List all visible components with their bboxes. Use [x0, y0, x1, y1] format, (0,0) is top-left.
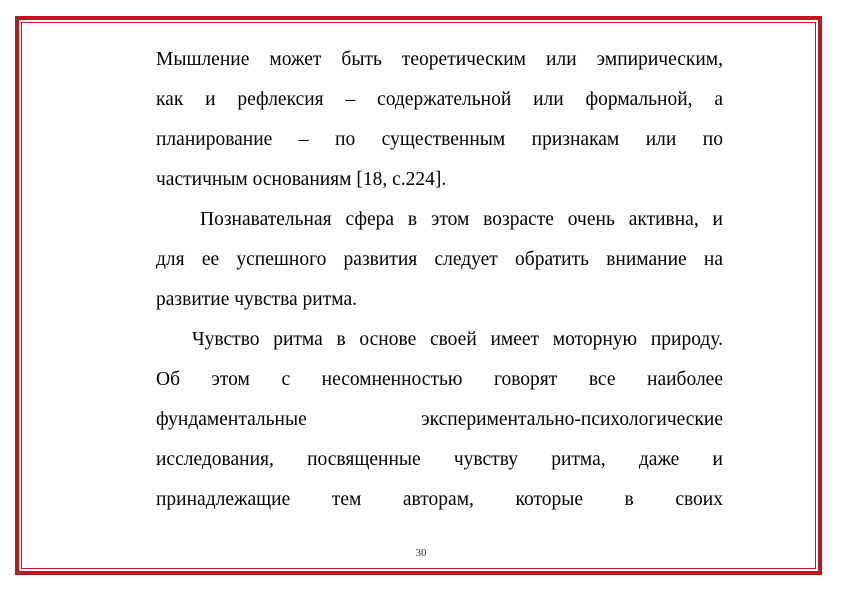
text-line-10: фундаментальные экспериментально-психологические	[156, 409, 723, 430]
text-line-6: для ее успешного развития следует обратить внимание на	[156, 249, 723, 270]
text-line-4: частичным основаниям [18, с.224].	[156, 169, 447, 190]
text-line-7: развитие чувства ритма.	[156, 289, 357, 310]
text-line-5: Познавательная сфера в этом возрасте очень активна, и	[200, 209, 723, 230]
text-line-12: принадлежащие тем авторам, которые в своих	[156, 489, 723, 510]
text-line-2: как и рефлексия – содержательной или формальной, а	[156, 89, 723, 110]
text-line-11: исследования, посвященные чувству ритма, даже и	[156, 449, 723, 470]
text-line-3: планирование – по существенным признакам или по	[156, 129, 723, 150]
text-line-8: Чувство ритма в основе своей имеет моторную природу.	[192, 329, 723, 350]
body-text	[156, 40, 723, 520]
text-line-9: Об этом с несомненностью говорят все наиболее	[156, 369, 723, 390]
page-number: 30	[415, 547, 427, 559]
text-line-1: Мышление может быть теоретическим или эмпирическим,	[156, 49, 723, 70]
